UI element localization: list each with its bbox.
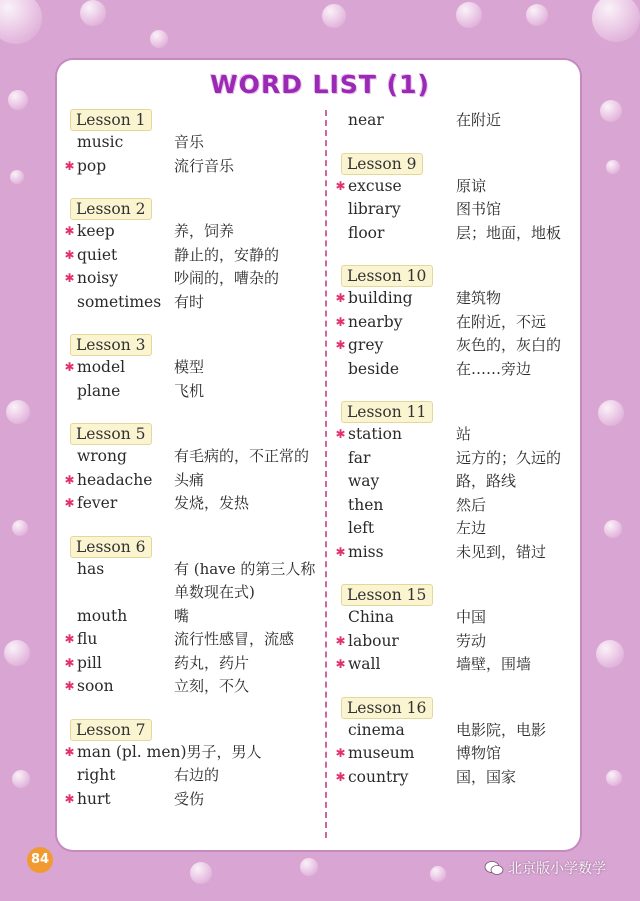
key-word-star-icon: ✱ [335,746,346,760]
vocab-entry [62,675,324,699]
english-word: beside [348,359,400,378]
background-bubble [12,770,30,788]
lesson-heading: Lesson 7 [70,719,152,741]
chinese-meaning: 嘴 [174,606,190,625]
english-word: hurt [77,789,111,808]
chinese-meaning: 在附近 [456,111,502,129]
vocab-entry [62,741,324,765]
english-word: near [348,111,384,129]
vocab-entry [62,244,324,268]
key-word-star-icon: ✱ [335,314,346,329]
vocab-entry [333,334,573,358]
english-word: pop [77,156,107,175]
english-word: mouth [77,606,128,625]
english-word: soon [77,677,114,695]
key-word-star-icon: ✱ [335,178,346,193]
chinese-meaning: 博物馆 [456,744,502,762]
chinese-meaning: 层；地面，地板 [456,223,562,242]
lesson-heading: Lesson 10 [341,265,433,287]
english-word: then [348,495,384,514]
lesson-heading: Lesson 5 [70,423,152,445]
english-word: way [348,472,380,490]
chinese-meaning: 建筑物 [456,289,502,307]
english-word: nearby [348,312,403,331]
chinese-meaning: 受伤 [174,789,205,808]
background-bubble [456,2,482,28]
background-bubble [6,400,30,424]
left-column [62,109,324,831]
background-bubble [4,640,30,666]
page-title: WORD LIST (1) [210,70,430,99]
vocab-entry [333,541,573,565]
vocab-entry [62,764,324,788]
chinese-meaning: 飞机 [174,381,205,400]
english-word: miss [348,542,384,561]
vocab-entry [62,628,324,652]
wechat-icon [484,860,504,876]
chinese-meaning: 灰色的，灰白的 [456,336,562,354]
background-bubble [600,100,622,122]
chinese-meaning: 路，路线 [456,472,517,490]
english-word: far [348,448,371,467]
background-bubble [526,4,548,26]
background-bubble [604,520,622,538]
vocab-entry [333,222,573,246]
lesson-block [333,265,573,381]
background-bubble [80,0,106,26]
chinese-meaning: 有时 [174,292,205,311]
background-bubble [598,400,624,426]
lesson-heading: Lesson 16 [341,697,433,719]
chinese-meaning: 吵闹的，嘈杂的 [174,269,280,287]
chinese-meaning: 在……旁边 [456,359,532,378]
english-word: pill [77,653,102,672]
background-bubble [592,0,640,42]
vocab-entry [62,445,324,469]
english-word: fever [77,494,118,512]
chinese-meaning: 中国 [456,608,487,626]
vocab-entry [333,423,573,447]
lesson-heading: Lesson 3 [70,334,152,356]
lesson-block [333,697,573,790]
vocab-entry [62,492,324,516]
vocab-entry [333,517,573,541]
chinese-meaning: 药丸，药片 [174,653,250,672]
background-bubble [190,862,212,884]
vocab-entry [62,220,324,244]
lesson-block [62,423,324,516]
vocab-entry [333,287,573,311]
key-word-star-icon: ✱ [64,247,75,262]
vocab-entry [333,742,573,766]
background-bubble [596,640,624,668]
chinese-meaning: 左边 [456,519,487,537]
english-word: model [77,358,126,376]
vocab-entry [62,380,324,404]
chinese-meaning: 原谅 [456,176,487,195]
vocab-entry [333,109,573,133]
key-word-star-icon: ✱ [64,360,75,374]
vocab-entry [62,558,324,605]
key-word-star-icon: ✱ [64,158,75,173]
key-word-star-icon: ✱ [64,496,75,510]
lesson-block [333,584,573,677]
key-word-star-icon: ✱ [64,655,75,670]
vocab-entry [62,788,324,812]
vocab-entry [333,719,573,743]
page-number: 84 [27,847,53,873]
column-divider [325,110,327,838]
background-bubble [150,30,168,48]
vocab-entry [62,652,324,676]
vocab-entry [333,766,573,790]
key-word-star-icon: ✱ [335,427,346,441]
key-word-star-icon: ✱ [64,791,75,806]
background-bubble [300,858,318,876]
key-word-star-icon: ✱ [335,291,346,305]
lesson-block [333,153,573,246]
lesson-block [62,719,324,812]
chinese-meaning: 模型 [174,358,205,376]
vocab-entry [62,605,324,629]
chinese-meaning: 男子，男人 [186,742,262,761]
vocab-entry [333,175,573,199]
chinese-meaning: 国，国家 [456,767,517,786]
key-word-star-icon: ✱ [64,679,75,693]
english-word: right [77,766,116,784]
english-word: country [348,767,409,786]
english-word: has [77,559,105,578]
key-word-star-icon: ✱ [64,744,75,759]
english-word: building [348,289,413,307]
chinese-meaning: 流行音乐 [174,156,235,175]
lesson-block [62,109,324,178]
english-word: headache [77,470,153,489]
vocab-entry [333,470,573,494]
chinese-meaning: 有毛病的，不正常的 [174,447,310,465]
vocab-entry [333,494,573,518]
chinese-meaning: 墙壁，围墙 [456,655,532,673]
lesson-heading: Lesson 2 [70,198,152,220]
chinese-meaning: 右边的 [174,766,220,784]
key-word-star-icon: ✱ [64,472,75,487]
english-word: museum [348,744,415,762]
english-word: quiet [77,245,118,264]
chinese-meaning: 然后 [456,495,487,514]
vocab-entry [333,606,573,630]
english-word: library [348,200,401,218]
vocab-entry [62,267,324,291]
lesson-heading: Lesson 11 [341,401,433,423]
background-bubble [430,866,446,882]
lesson-block [333,401,573,564]
english-word: flu [77,630,98,648]
lesson-block [62,334,324,403]
vocab-entry [62,291,324,315]
vocab-entry [333,311,573,335]
english-word: left [348,519,375,537]
chinese-meaning: 立刻，不久 [174,677,250,695]
english-word: music [77,133,124,151]
chinese-meaning: 头痛 [174,470,205,489]
english-word: China [348,608,395,626]
key-word-star-icon: ✱ [64,224,75,238]
background-bubble [322,4,346,28]
chinese-meaning: 流行性感冒，流感 [174,630,295,648]
english-word: man (pl. men) [77,742,187,761]
english-word: excuse [348,176,402,195]
english-word: cinema [348,720,405,739]
chinese-meaning: 未见到，错过 [456,542,547,561]
key-word-star-icon: ✱ [64,632,75,646]
lesson-block [333,109,573,133]
english-word: wall [348,655,381,673]
watermark [484,858,606,878]
key-word-star-icon: ✱ [335,338,346,352]
chinese-meaning: 站 [456,425,472,443]
lesson-heading: Lesson 15 [341,584,433,606]
english-word: grey [348,336,384,354]
chinese-meaning: 电影院，电影 [456,720,547,739]
key-word-star-icon: ✱ [335,769,346,784]
chinese-meaning: 养，饲养 [174,222,235,240]
chinese-meaning: 音乐 [174,133,205,151]
vocab-entry [62,155,324,179]
lesson-heading: Lesson 6 [70,536,152,558]
background-bubble [0,0,42,44]
chinese-meaning: 静止的，安静的 [174,245,280,264]
english-word: station [348,425,402,443]
vocab-entry [333,447,573,471]
english-word: plane [77,381,121,400]
chinese-meaning: 劳动 [456,631,487,650]
right-column [333,109,573,809]
watermark-text: 北京版小学数学 [508,861,606,877]
chinese-meaning: 图书馆 [456,200,502,218]
lesson-heading: Lesson 9 [341,153,423,175]
vocab-entry [62,131,324,155]
vocab-entry [333,653,573,677]
lesson-block [62,536,324,699]
vocab-entry [333,358,573,382]
english-word: keep [77,222,115,240]
background-bubble [606,160,620,174]
chinese-meaning: 有 (have 的第三人称 单数现在式) [174,559,316,601]
key-word-star-icon: ✱ [335,633,346,648]
vocab-entry [62,356,324,380]
english-word: wrong [77,447,127,465]
key-word-star-icon: ✱ [335,657,346,671]
english-word: labour [348,631,399,650]
background-bubble [606,770,622,786]
chinese-meaning: 在附近，不远 [456,312,547,331]
background-bubble [12,520,28,536]
chinese-meaning: 发烧，发热 [174,494,250,512]
lesson-heading: Lesson 1 [70,109,152,131]
english-word: floor [348,223,385,242]
lesson-block [62,198,324,314]
english-word: noisy [77,269,118,287]
vocab-entry [333,198,573,222]
vocab-entry [62,469,324,493]
key-word-star-icon: ✱ [64,271,75,285]
key-word-star-icon: ✱ [335,544,346,559]
chinese-meaning: 远方的；久远的 [456,448,562,467]
english-word: sometimes [77,292,162,311]
vocab-entry [333,630,573,654]
background-bubble [10,170,24,184]
